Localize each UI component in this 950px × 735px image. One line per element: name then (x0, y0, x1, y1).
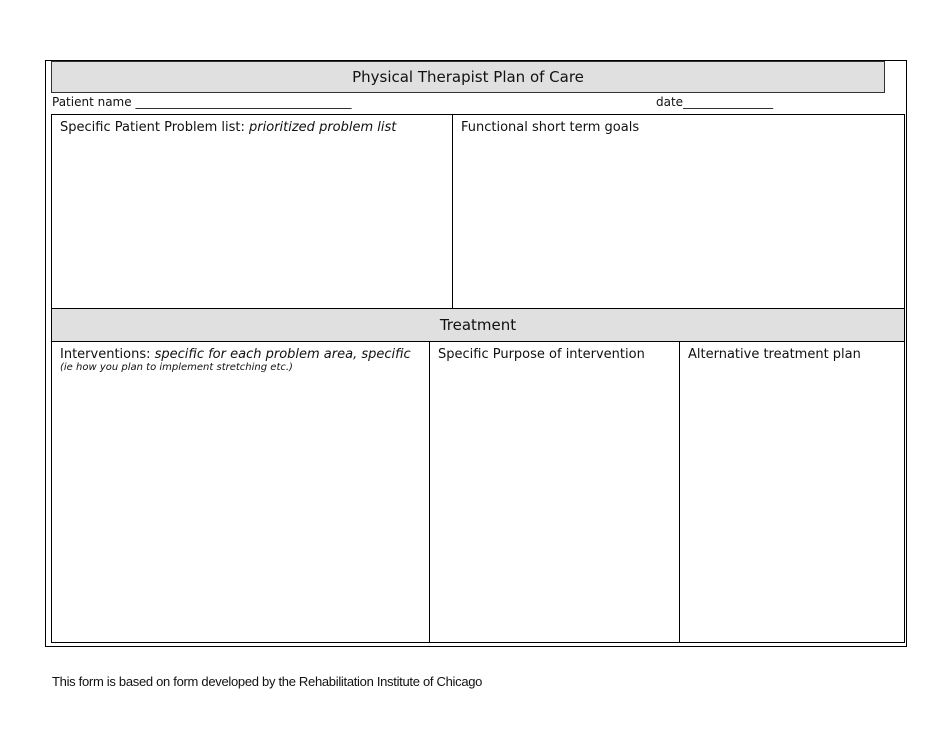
patient-name-blank: ____________________________________ (135, 95, 352, 109)
patient-name-label: Patient name (52, 95, 132, 109)
footer-note: This form is based on form developed by the Rehabilitation Institute of Chicago (52, 674, 483, 689)
interventions-cell[interactable] (51, 341, 430, 643)
purpose-label: Specific Purpose of intervention (438, 347, 645, 362)
interventions-label: Interventions: (60, 347, 151, 362)
interventions-note: (ie how you plan to implement stretching etc.) (60, 362, 293, 373)
purpose-cell[interactable] (429, 341, 680, 643)
treatment-header: Treatment (51, 308, 905, 342)
problem-list-label: Specific Patient Problem list: (60, 120, 245, 135)
problem-list-cell[interactable] (51, 114, 453, 309)
problem-list-hint: prioritized problem list (249, 120, 397, 135)
goals-cell[interactable] (452, 114, 905, 309)
date-label: date (656, 95, 684, 109)
patient-name-field[interactable] (52, 95, 351, 109)
date-field[interactable] (656, 95, 773, 109)
date-blank: _______________ (683, 95, 774, 109)
goals-label: Functional short term goals (461, 120, 640, 135)
interventions-hint: specific for each problem area, specific (154, 347, 411, 362)
alternative-label: Alternative treatment plan (688, 347, 861, 362)
form-title: Physical Therapist Plan of Care (51, 61, 885, 93)
alternative-cell[interactable] (679, 341, 905, 643)
